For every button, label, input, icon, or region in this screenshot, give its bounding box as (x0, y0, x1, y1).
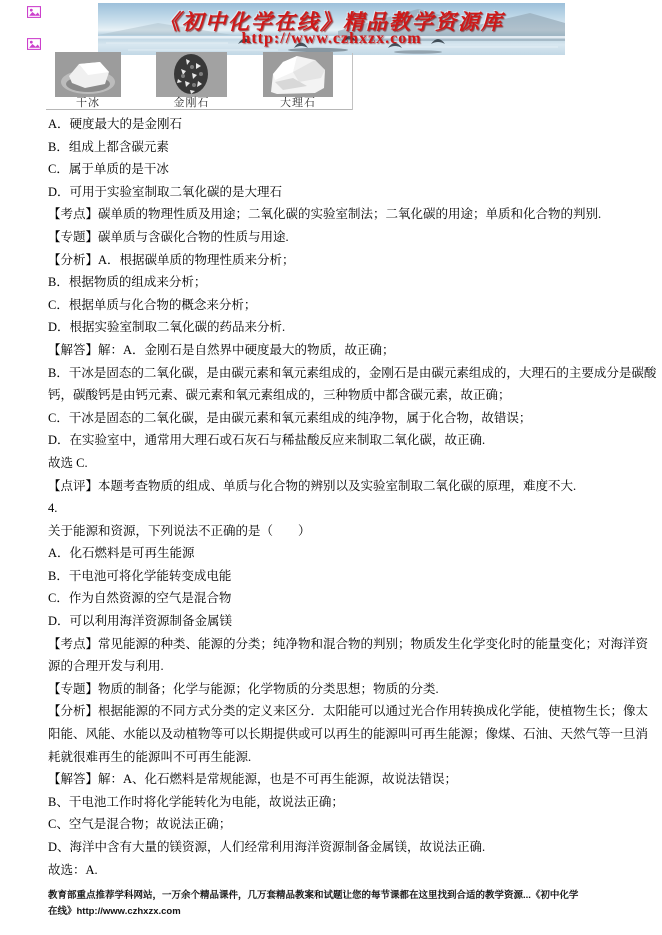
text-line: C．属于单质的是干冰 (48, 162, 169, 177)
footer-line: 在线》http://www.czhxzx.com (48, 906, 181, 917)
text-line: 【解答】解：A、化石燃料是常规能源，也是不可再生能源，故说法错误； (48, 772, 458, 787)
text-line: 【分析】A．根据碳单质的物理性质来分析； (48, 252, 295, 267)
text-line: 故选：A. (48, 862, 98, 877)
text-line: 阳能、风能、水能以及动植物等可以长期提供或可以再生的能源叫可再生能源；像煤、石油、天然气等一旦消 (48, 727, 649, 742)
text-line: 【考点】常见能源的种类、能源的分类；纯净物和混合物的判别；物质发生化学变化时的能量变化；对海洋资 (48, 636, 649, 651)
text-line: C．根据单质与化合物的概念来分析； (48, 297, 257, 312)
text-line: 4. (48, 501, 58, 516)
text-line: 耗就很难再生的能源叫不可再生能源. (48, 749, 252, 764)
site-banner[interactable] (98, 3, 565, 55)
text-line: B、干电池工作时将化学能转化为电能，故说法正确； (48, 794, 344, 809)
text-line: B．组成上都含碳元素 (48, 139, 169, 154)
banner-url: http://www.czhxzx.com (241, 30, 422, 47)
figure-border (46, 109, 353, 110)
text-line: 【考点】碳单质的物理性质及用途；二氧化碳的实验室制法；二氧化碳的用途；单质和化合物的判别. (48, 207, 602, 222)
banner-title: 《初中化学在线》精品教学资源库 (159, 10, 504, 34)
text-line: D．可以利用海洋资源制备金属镁 (48, 614, 233, 629)
text-line: A．硬度最大的是金刚石 (48, 117, 183, 131)
footer-promo (48, 888, 648, 920)
image-anchor-icon (27, 37, 41, 49)
text-line: 【分析】根据能源的不同方式分类的定义来区分．太阳能可以通过光合作用转换成化学能，使植物生长；像太 (48, 704, 649, 719)
text-line: 【点评】本题考查物质的组成、单质与化合物的辨别以及实验室制取二氧化碳的原理，难度不大. (48, 478, 577, 493)
document-body (48, 113, 658, 881)
text-line: 【专题】碳单质与含碳化合物的性质与用途. (48, 229, 289, 244)
text-line: D、海洋中含有大量的镁资源，人们经常利用海洋资源制备金属镁，故说法正确. (48, 840, 486, 854)
text-line: D．在实验室中，通常用大理石或石灰石与稀盐酸反应来制取二氧化碳，故正确. (48, 433, 486, 448)
photo-label: 大理石 (280, 97, 316, 109)
text-line: B．干电池可将化学能转变成电能 (48, 568, 232, 583)
text-line: C．作为自然资源的空气是混合物 (48, 591, 232, 606)
text-line: 关于能源和资源，下列说法不正确的是（ ） (48, 523, 311, 538)
text-line: 源的合理开发与利用. (48, 659, 164, 674)
text-line: 【专题】物质的制备；化学与能源；化学物质的分类思想；物质的分类. (48, 681, 439, 696)
text-line: C、空气是混合物；故说法正确； (48, 817, 232, 832)
text-line: C．干冰是固态的二氧化碳，是由碳元素和氧元素组成的纯净物，属于化合物，故错误； (48, 410, 532, 425)
figure-border (352, 53, 353, 110)
photo-label: 干冰 (76, 97, 100, 109)
text-line: 【解答】解：A．金刚石是自然界中硬度最大的物质，故正确； (48, 342, 395, 357)
text-line: B．干冰是固态的二氧化碳，是由碳元素和氧元素组成的，金刚石是由碳元素组成的，大理石的主要成分是碳酸 (48, 365, 657, 380)
image-anchor-icon (27, 5, 41, 17)
photo-label: 金刚石 (173, 97, 210, 109)
photo-diamond (156, 52, 227, 97)
text-line: A．化石燃料是可再生能源 (48, 546, 195, 561)
text-line: D．可用于实验室制取二氧化碳的是大理石 (48, 184, 283, 199)
footer-line: 教育部重点推荐学科网站，一万余个精品课件，几万套精品教案和试题让您的每节课都在这里找到合适的教学资源...《初中化学 (48, 890, 579, 901)
text-line: B．根据物质的组成来分析； (48, 275, 207, 290)
text-line: D．根据实验室制取二氧化碳的药品来分析. (48, 320, 286, 335)
text-line: 故选 C. (48, 455, 88, 470)
text-line: 钙，碳酸钙是由钙元素、碳元素和氧元素组成的，三种物质中都含碳元素，故正确； (48, 388, 511, 403)
photo-marble (263, 52, 333, 97)
photo-dry-ice (55, 52, 121, 97)
